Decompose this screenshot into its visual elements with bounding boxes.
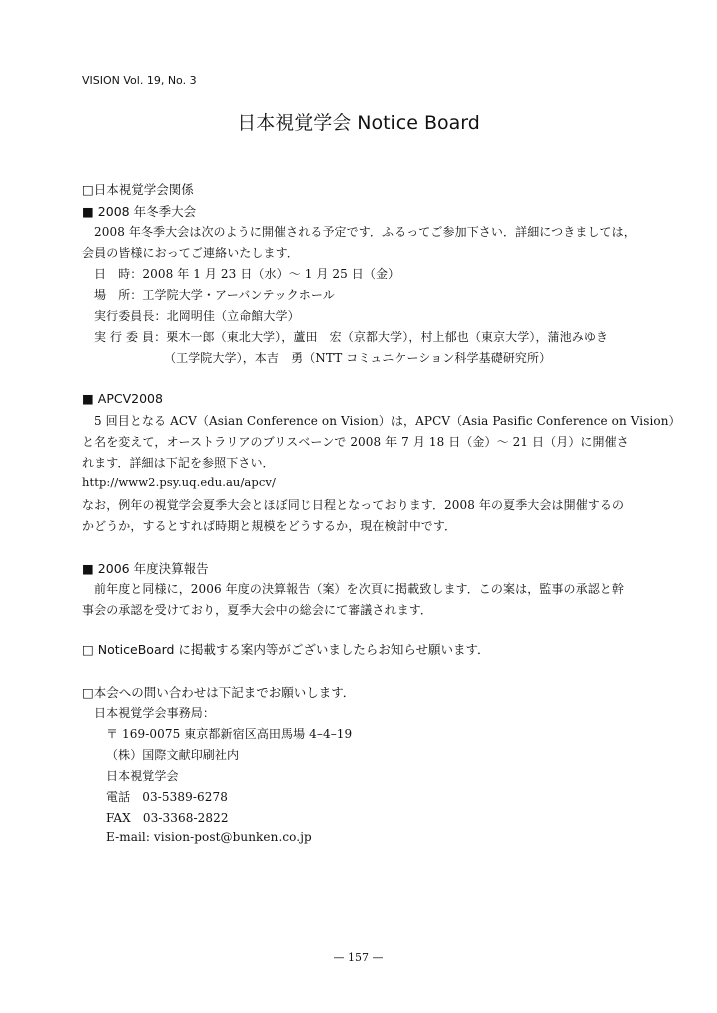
contact-office: 日本視覚学会事務局： — [94, 706, 216, 720]
apcv-line-3: れます．詳細は下記を参照下さい． — [82, 456, 275, 470]
winter-chair: 実行委員長：北岡明佳（立命館大学） — [94, 309, 300, 323]
winter-date: 日 時：2008 年 1 月 23 日（水）～ 1 月 25 日（金） — [94, 267, 401, 281]
apcv-line-4: なお，例年の視覚学会夏季大会とほぼ同じ日程となっております．2008 年の夏季大会は開催するの — [82, 498, 625, 512]
winter-committee-line-1: 実 行 委 員：栗木一郎（東北大学），蘆田 宏（京都大学），村上郁也（東京大学），蒲池みゆき — [94, 330, 609, 344]
page-number: — 157 — — [333, 951, 384, 964]
contact-phone: 電話 03-5389-6278 — [106, 790, 228, 804]
apcv-url-link[interactable]: http://www2.psy.uq.edu.au/apcv/ — [82, 475, 276, 489]
apcv-line-2: と名を変えて，オーストラリアのブリスベーンで 2008 年 7 月 18 日（金）～ 21 日（月）に開催さ — [82, 435, 629, 449]
report-line-2: 事会の承認を受けており，夏季大会中の総会にて審議されます． — [82, 603, 432, 617]
winter-committee-line-2: （工学院大学），本吉 勇（NTT コミュニケーション科学基礎研究所） — [164, 351, 552, 365]
apcv-line-5: かどうか，するとすれば時期と規模をどうするか，現在検討中です． — [82, 519, 457, 533]
winter-place: 場 所：工学院大学・アーバンテックホール — [94, 288, 335, 302]
section-heading-winter: ■ 2008 年冬季大会 — [82, 204, 197, 219]
contact-email[interactable]: E-mail: vision-post@bunken.co.jp — [106, 830, 312, 844]
winter-intro-line-1: 2008 年冬季大会は次のように開催される予定です．ふるってご参加下さい．詳細につきましては， — [94, 225, 636, 239]
page-title: 日本視覚学会 Notice Board — [237, 112, 480, 134]
contact-address: 〒 169-0075 東京都新宿区高田馬場 4–4–19 — [106, 727, 353, 741]
section-heading-related: □日本視覚学会関係 — [82, 182, 194, 197]
contact-company: （株）国際文献印刷社内 — [106, 748, 240, 762]
section-heading-contact: □本会への問い合わせは下記までお願いします． — [82, 685, 356, 700]
report-line-1: 前年度と同様に，2006 年度の決算報告（案）を次頁に掲載致します．この案は，監事の承認と幹 — [94, 582, 624, 596]
contact-society: 日本視覚学会 — [106, 769, 179, 783]
contact-fax: FAX 03-3368-2822 — [106, 811, 229, 825]
section-heading-apcv: ■ APCV2008 — [82, 391, 163, 406]
journal-header: VISION Vol. 19, No. 3 — [82, 74, 197, 87]
section-heading-report: ■ 2006 年度決算報告 — [82, 561, 209, 576]
notice-text: □ NoticeBoard に掲載する案内等がございましたらお知らせ願います． — [82, 642, 490, 657]
apcv-line-1: 5 回目となる ACV（Asian Conference on Vision）は，APCV（Asia Pasific Conference on Vision） — [94, 414, 681, 428]
winter-intro-line-2: 会員の皆様におってご連絡いたします． — [82, 246, 299, 260]
